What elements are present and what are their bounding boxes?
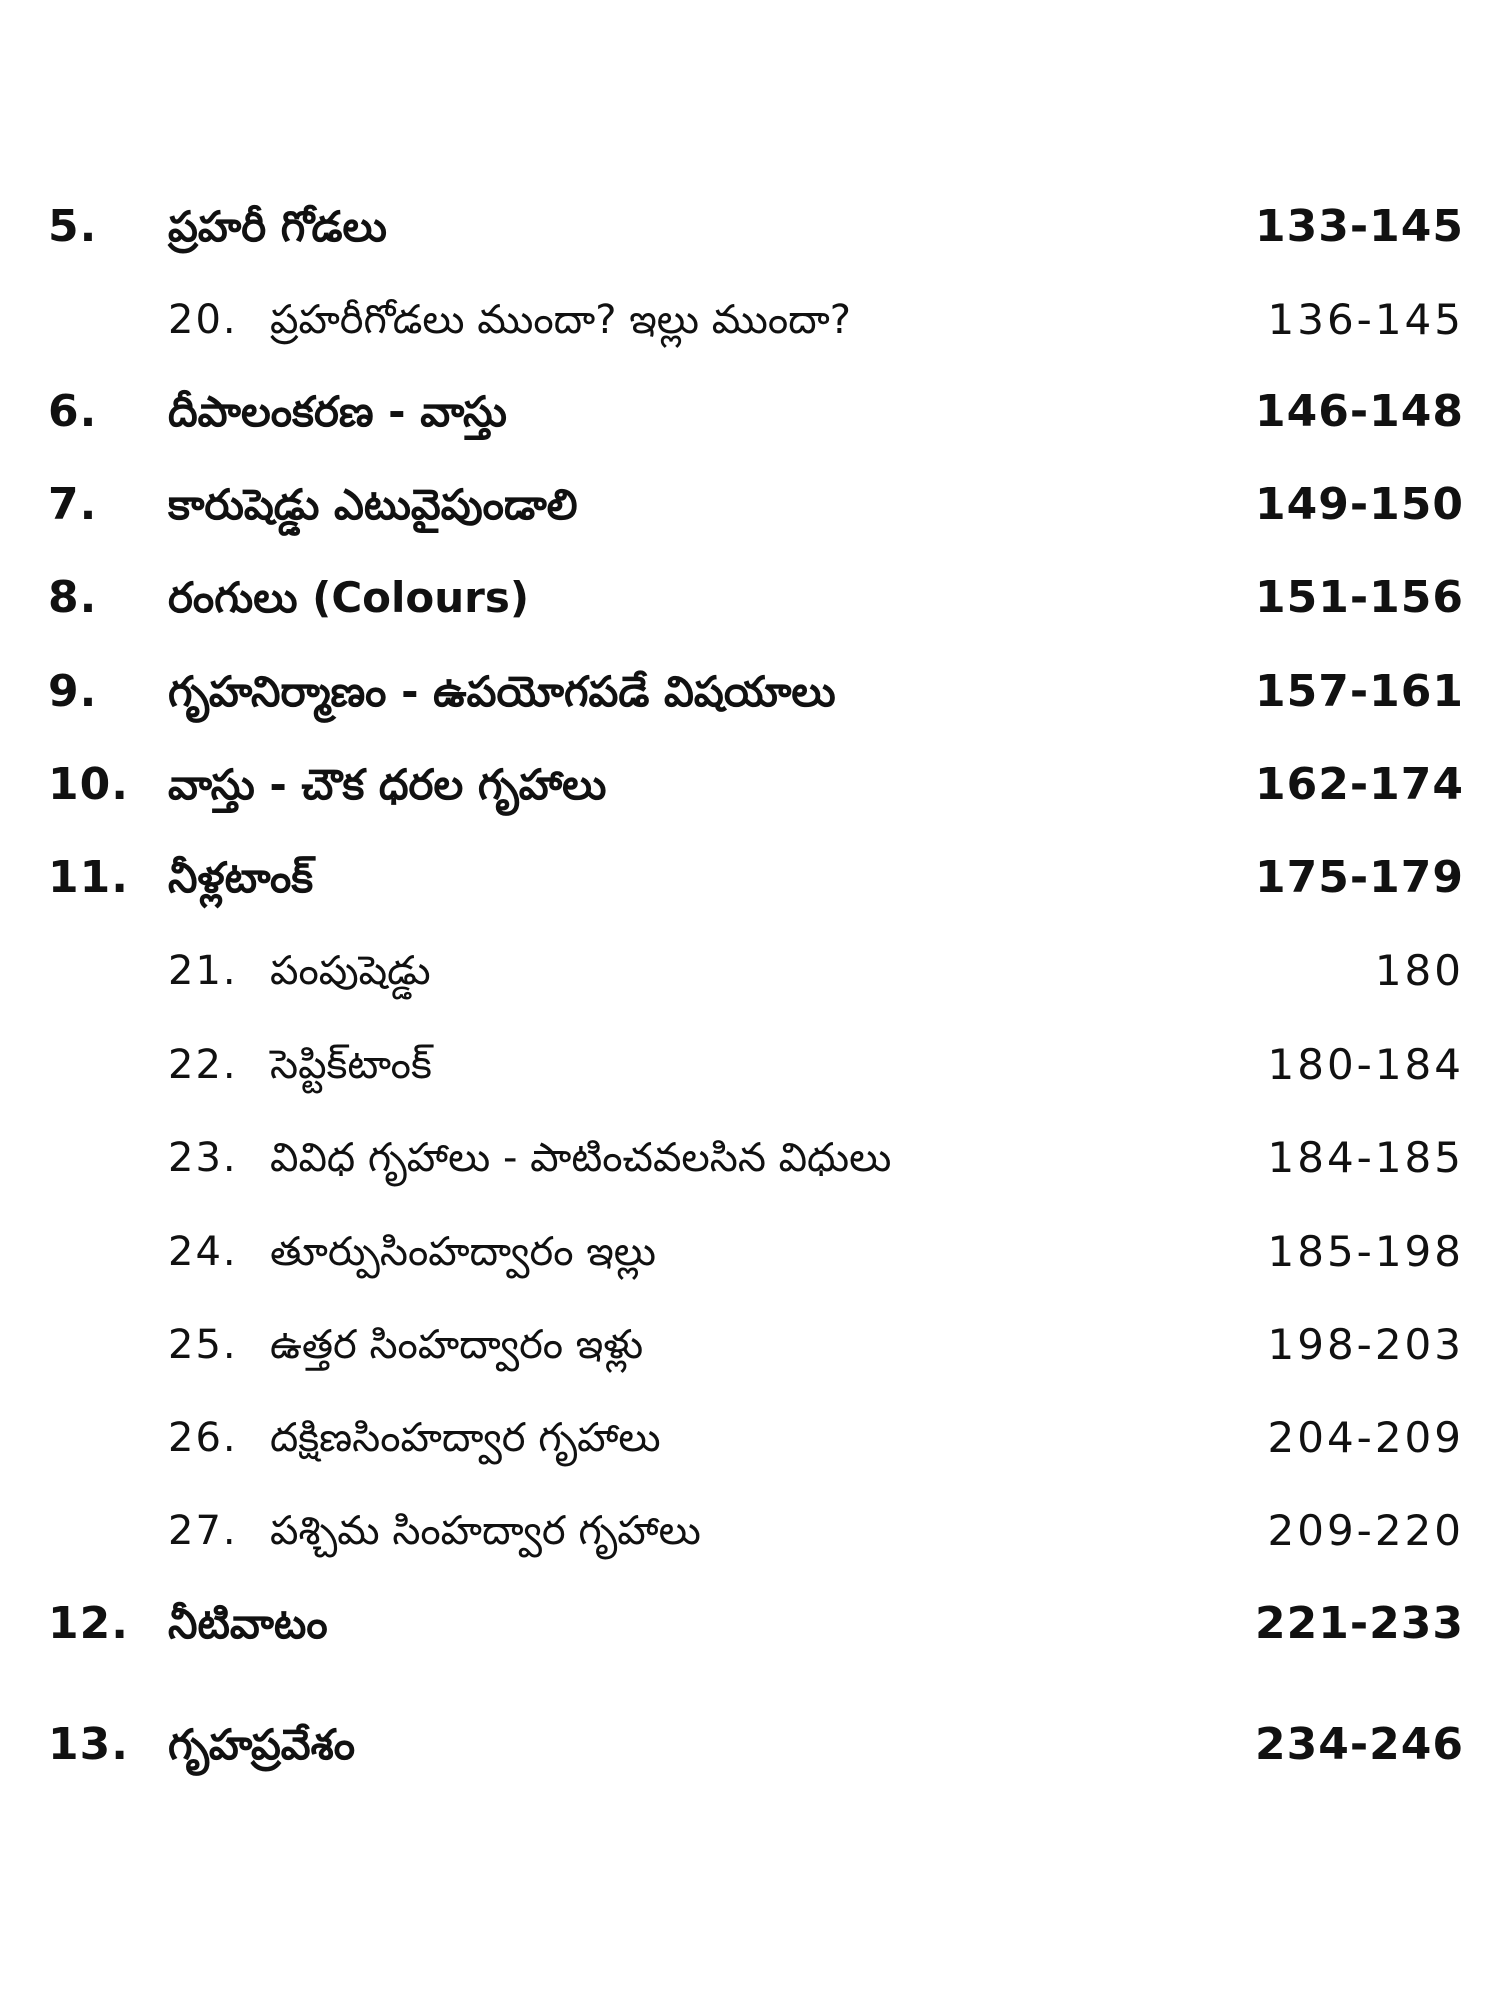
page-range: 198-203: [1267, 1320, 1464, 1369]
section-title: దక్షిణసింహద్వార గృహాలు: [270, 1415, 661, 1461]
section-number: 26.: [168, 1415, 238, 1461]
toc-section-row: [0, 1496, 1500, 1566]
section-number: 24.: [168, 1229, 238, 1275]
chapter-number: 10.: [48, 759, 129, 810]
section-title: తూర్పుసింహద్వారం ఇల్లు: [270, 1229, 656, 1275]
page-range: 133-145: [1255, 201, 1464, 252]
page-range: 234-246: [1255, 1719, 1464, 1770]
section-title: పశ్చిమ సింహద్వార గృహాలు: [270, 1508, 701, 1554]
toc-section-row: [0, 1123, 1500, 1193]
section-title: సెప్టిక్‌టాంక్: [270, 1042, 432, 1088]
toc-section-row: [0, 1403, 1500, 1473]
section-title: ఉత్తర సింహద్వారం ఇళ్లు: [270, 1322, 644, 1368]
chapter-title: నీటివాటం: [168, 1599, 328, 1648]
chapter-title: వాస్తు - చౌక ధరల గృహాలు: [168, 760, 607, 809]
chapter-number: 8.: [48, 572, 98, 623]
section-title: ప్రహరీగోడలు ముందా? ఇల్లు ముందా?: [270, 297, 851, 343]
toc-chapter-row: [0, 657, 1500, 727]
page-range: 151-156: [1255, 572, 1464, 623]
section-number: 22.: [168, 1042, 238, 1088]
section-number: 23.: [168, 1135, 238, 1181]
section-number: 25.: [168, 1322, 238, 1368]
chapter-number: 7.: [48, 479, 98, 530]
toc-section-row: [0, 1030, 1500, 1100]
chapter-title: నీళ్లటాంక్: [168, 853, 314, 902]
chapter-title: కారుషెడ్డు ఎటువైపుండాలి: [168, 480, 578, 529]
page-range: 175-179: [1255, 852, 1464, 903]
page-range: 180: [1374, 946, 1464, 995]
section-number: 21.: [168, 948, 238, 994]
section-number: 27.: [168, 1508, 238, 1554]
section-title: వివిధ గృహాలు - పాటించవలసిన విధులు: [270, 1135, 892, 1181]
toc-section-row: [0, 936, 1500, 1006]
chapter-title: ప్రహరీ గోడలు: [168, 202, 387, 251]
page-range: 149-150: [1255, 479, 1464, 530]
chapter-title: గృహప్రవేశం: [168, 1720, 356, 1769]
page-range: 136-145: [1267, 295, 1464, 344]
chapter-title: రంగులు (Colours): [168, 573, 530, 622]
chapter-title: దీపాలంకరణ - వాస్తు: [168, 387, 507, 436]
toc-section-row: [0, 285, 1500, 355]
page-range: 146-148: [1255, 386, 1464, 437]
page-range: 209-220: [1267, 1506, 1464, 1555]
chapter-number: 5.: [48, 201, 98, 252]
section-number: 20.: [168, 297, 238, 343]
chapter-number: 9.: [48, 666, 98, 717]
page-range: 184-185: [1267, 1133, 1464, 1182]
section-title: పంపుషెడ్డు: [270, 948, 431, 994]
toc-section-row: [0, 1217, 1500, 1287]
chapter-title: గృహనిర్మాణం - ఉపయోగపడే విషయాలు: [168, 667, 836, 716]
page-range: 221-233: [1255, 1598, 1464, 1649]
chapter-number: 13.: [48, 1719, 129, 1770]
toc-chapter-row: [0, 1589, 1500, 1659]
toc-section-row: [0, 1310, 1500, 1380]
page-range: 157-161: [1255, 666, 1464, 717]
page-range: 185-198: [1267, 1227, 1464, 1276]
chapter-number: 12.: [48, 1598, 129, 1649]
toc-chapter-row: [0, 470, 1500, 540]
toc-chapter-row: [0, 1710, 1500, 1780]
page-range: 180-184: [1267, 1040, 1464, 1089]
chapter-number: 11.: [48, 852, 129, 903]
toc-chapter-row: [0, 377, 1500, 447]
toc-chapter-row: [0, 843, 1500, 913]
page-range: 162-174: [1255, 759, 1464, 810]
toc-chapter-row: [0, 750, 1500, 820]
toc-chapter-row: [0, 563, 1500, 633]
chapter-number: 6.: [48, 386, 98, 437]
page-range: 204-209: [1267, 1413, 1464, 1462]
toc-chapter-row: [0, 192, 1500, 262]
